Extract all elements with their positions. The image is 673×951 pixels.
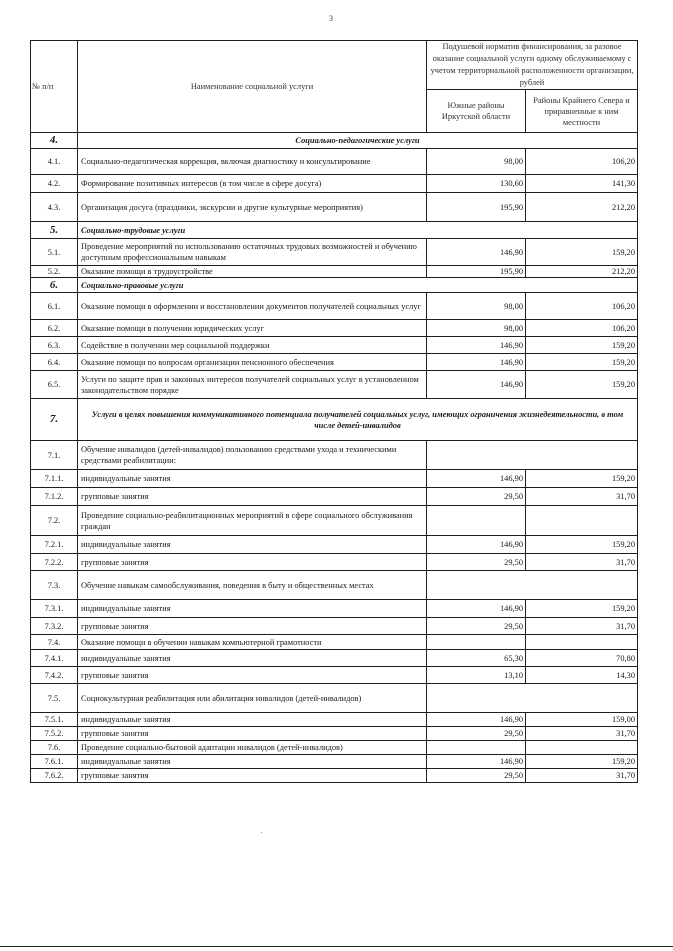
- row-values-merged: [427, 684, 638, 713]
- row-north-value: 14,30: [526, 667, 638, 684]
- section-num: 6.: [31, 278, 78, 293]
- row-north-value: 159,20: [526, 239, 638, 266]
- row-north-value: 31,70: [526, 488, 638, 506]
- row-num: 7.1.1.: [31, 470, 78, 488]
- row-south-value: 146,90: [427, 371, 526, 399]
- header-service-name: Наименование социальной услуги: [78, 41, 427, 133]
- row-north-value: 31,70: [526, 727, 638, 741]
- table-row: [31, 193, 638, 222]
- row-south-value: 29,50: [427, 769, 526, 783]
- row-name: индивидуальные занятия: [78, 713, 427, 727]
- row-south-value: 195,90: [427, 193, 526, 222]
- table-row: [31, 536, 638, 554]
- row-north-value: 159,20: [526, 337, 638, 354]
- row-num: 7.4.1.: [31, 650, 78, 667]
- row-name: Проведение социально-реабилитационных мероприятий в сфере социального обслуживания граждан: [78, 506, 427, 536]
- row-num: 7.6.2.: [31, 769, 78, 783]
- row-south-value: 146,90: [427, 536, 526, 554]
- row-north-value: 159,20: [526, 755, 638, 769]
- row-north-value: 159,20: [526, 470, 638, 488]
- row-south-value: 29,50: [427, 488, 526, 506]
- table-row: [31, 175, 638, 193]
- table-header-row: [31, 41, 638, 90]
- row-name: Услуги по защите прав и законных интересов получателей социальных услуг в установленном законодательством порядке: [78, 371, 427, 399]
- row-south-value: [427, 635, 526, 650]
- row-num: 6.5.: [31, 371, 78, 399]
- row-name: Оказание помощи в оформлении и восстановлении документов получателей социальных услуг: [78, 293, 427, 320]
- table-row: [31, 554, 638, 571]
- row-name: Проведение мероприятий по использованию остаточных трудовых возможностей и обучению доступным профессиональным навыкам: [78, 239, 427, 266]
- row-name: групповые занятия: [78, 488, 427, 506]
- row-num: 5.2.: [31, 266, 78, 278]
- row-name: Обучение навыкам самообслуживания, поведения в быту и общественных местах: [78, 571, 427, 600]
- row-num: 4.2.: [31, 175, 78, 193]
- row-south-value: 29,50: [427, 554, 526, 571]
- row-name: индивидуальные занятия: [78, 600, 427, 618]
- table-row: [31, 266, 638, 278]
- row-name: групповые занятия: [78, 554, 427, 571]
- row-num: 5.1.: [31, 239, 78, 266]
- row-name: индивидуальные занятия: [78, 650, 427, 667]
- row-num: 7.6.1.: [31, 755, 78, 769]
- row-num: 7.2.: [31, 506, 78, 536]
- row-south-value: 65,30: [427, 650, 526, 667]
- row-north-value: 159,00: [526, 713, 638, 727]
- section-title: Социально-педагогические услуги: [78, 133, 638, 149]
- section-row: [31, 278, 638, 293]
- row-num: 7.2.1.: [31, 536, 78, 554]
- row-values-merged: [427, 441, 638, 470]
- row-num: 7.3.2.: [31, 618, 78, 635]
- page-bottom-edge: [0, 946, 673, 947]
- social-services-norms-table: [30, 40, 638, 783]
- scan-speck: [261, 832, 262, 833]
- table-row: [31, 618, 638, 635]
- row-num: 7.1.2.: [31, 488, 78, 506]
- table-row: [31, 713, 638, 727]
- row-name: индивидуальные занятия: [78, 536, 427, 554]
- row-north-value: [526, 635, 638, 650]
- row-south-value: 146,90: [427, 337, 526, 354]
- table-row: [31, 600, 638, 618]
- row-name: Оказание помощи в трудоустройстве: [78, 266, 427, 278]
- row-north-value: [526, 741, 638, 755]
- section-row: [31, 133, 638, 149]
- row-south-value: 146,90: [427, 600, 526, 618]
- row-name: Формирование позитивных интересов (в том числе в сфере досуга): [78, 175, 427, 193]
- row-num: 4.3.: [31, 193, 78, 222]
- table-row: [31, 635, 638, 650]
- row-north-value: 159,20: [526, 600, 638, 618]
- row-num: 7.6.: [31, 741, 78, 755]
- row-south-value: 146,90: [427, 354, 526, 371]
- row-north-value: 212,20: [526, 266, 638, 278]
- row-num: 6.2.: [31, 320, 78, 337]
- page-number: 3: [329, 14, 333, 23]
- row-num: 4.1.: [31, 149, 78, 175]
- row-name: Организация досуга (праздники, экскурсии и другие культурные мероприятия): [78, 193, 427, 222]
- header-south-regions: Южные районы Иркутской области: [427, 90, 526, 133]
- row-south-value: 29,50: [427, 618, 526, 635]
- row-num: 7.5.: [31, 684, 78, 713]
- table-row: [31, 293, 638, 320]
- row-name: Оказание помощи по вопросам организации пенсионного обеспечения: [78, 354, 427, 371]
- row-name: групповые занятия: [78, 727, 427, 741]
- row-south-value: 195,90: [427, 266, 526, 278]
- row-north-value: 106,20: [526, 320, 638, 337]
- row-north-value: 106,20: [526, 149, 638, 175]
- row-south-value: 146,90: [427, 755, 526, 769]
- row-name: индивидуальные занятия: [78, 755, 427, 769]
- row-north-value: 31,70: [526, 618, 638, 635]
- row-num: 7.1.: [31, 441, 78, 470]
- section-row: [31, 222, 638, 239]
- row-name: Оказание помощи в обучении навыкам компьютерной грамотности: [78, 635, 427, 650]
- row-south-value: 146,90: [427, 239, 526, 266]
- row-num: 6.4.: [31, 354, 78, 371]
- row-south-value: 98,00: [427, 293, 526, 320]
- row-south-value: 146,90: [427, 713, 526, 727]
- row-north-value: 31,70: [526, 554, 638, 571]
- row-north-value: 159,20: [526, 371, 638, 399]
- row-name: групповые занятия: [78, 667, 427, 684]
- row-num: 7.5.1.: [31, 713, 78, 727]
- row-south-value: 13,10: [427, 667, 526, 684]
- row-name: групповые занятия: [78, 618, 427, 635]
- row-name: Социокультурная реабилитация или абилитация инвалидов (детей-инвалидов): [78, 684, 427, 713]
- table-row: [31, 239, 638, 266]
- row-south-value: 130,60: [427, 175, 526, 193]
- row-south-value: [427, 506, 526, 536]
- row-name: групповые занятия: [78, 769, 427, 783]
- row-num: 7.2.2.: [31, 554, 78, 571]
- row-north-value: 106,20: [526, 293, 638, 320]
- table-row: [31, 354, 638, 371]
- section-title: Социально-трудовые услуги: [78, 222, 638, 239]
- row-south-value: 98,00: [427, 320, 526, 337]
- row-south-value: [427, 741, 526, 755]
- table-row: [31, 769, 638, 783]
- table-row: [31, 337, 638, 354]
- section-title: Услуги в целях повышения коммуникативного потенциала получателей социальных услуг, имеющих ограничения жизнедеятельности, в том числе детей-инвалидов: [78, 399, 638, 441]
- section-title: Социально-правовые услуги: [78, 278, 638, 293]
- table-row: [31, 571, 638, 600]
- section-num: 5.: [31, 222, 78, 239]
- table-row: [31, 149, 638, 175]
- row-num: 7.4.: [31, 635, 78, 650]
- row-num: 7.3.1.: [31, 600, 78, 618]
- row-num: 7.4.2.: [31, 667, 78, 684]
- table-row: [31, 667, 638, 684]
- row-name: Содействие в получении мер социальной поддержки: [78, 337, 427, 354]
- row-north-value: [526, 506, 638, 536]
- section-num: 4.: [31, 133, 78, 149]
- table-row: [31, 684, 638, 713]
- row-name: Оказание помощи в получении юридических услуг: [78, 320, 427, 337]
- row-num: 6.3.: [31, 337, 78, 354]
- section-num: 7.: [31, 399, 78, 441]
- row-values-merged: [427, 571, 638, 600]
- table-row: [31, 470, 638, 488]
- row-name: Социально-педагогическая коррекция, включая диагностику и консультирование: [78, 149, 427, 175]
- row-south-value: 146,90: [427, 470, 526, 488]
- table-row: [31, 320, 638, 337]
- header-north-regions: Районы Крайнего Севера и приравненные к ним местности: [526, 90, 638, 133]
- table-row: [31, 741, 638, 755]
- row-num: 6.1.: [31, 293, 78, 320]
- table-row: [31, 441, 638, 470]
- row-north-value: 31,70: [526, 769, 638, 783]
- row-south-value: 98,00: [427, 149, 526, 175]
- section-row: [31, 399, 638, 441]
- row-north-value: 212,20: [526, 193, 638, 222]
- table-row: [31, 727, 638, 741]
- row-name: Проведение социально-бытовой адаптации инвалидов (детей-инвалидов): [78, 741, 427, 755]
- row-num: 7.5.2.: [31, 727, 78, 741]
- row-north-value: 70,80: [526, 650, 638, 667]
- row-south-value: 29,50: [427, 727, 526, 741]
- table-row: [31, 371, 638, 399]
- row-name: Обучение инвалидов (детей-инвалидов) пользованию средствами ухода и техническими средствами реабилитации:: [78, 441, 427, 470]
- row-north-value: 159,20: [526, 536, 638, 554]
- header-num: № п/п: [31, 41, 78, 133]
- row-name: индивидуальные занятия: [78, 470, 427, 488]
- row-north-value: 141,30: [526, 175, 638, 193]
- table-row: [31, 650, 638, 667]
- row-num: 7.3.: [31, 571, 78, 600]
- header-norm-group: Подушевой норматив финансирования, за разовое оказание социальной услуги одному обслуживаемому с учетом территориальной расположенности организации, рублей: [427, 41, 638, 90]
- table-row: [31, 755, 638, 769]
- row-north-value: 159,20: [526, 354, 638, 371]
- table-row: [31, 506, 638, 536]
- table-row: [31, 488, 638, 506]
